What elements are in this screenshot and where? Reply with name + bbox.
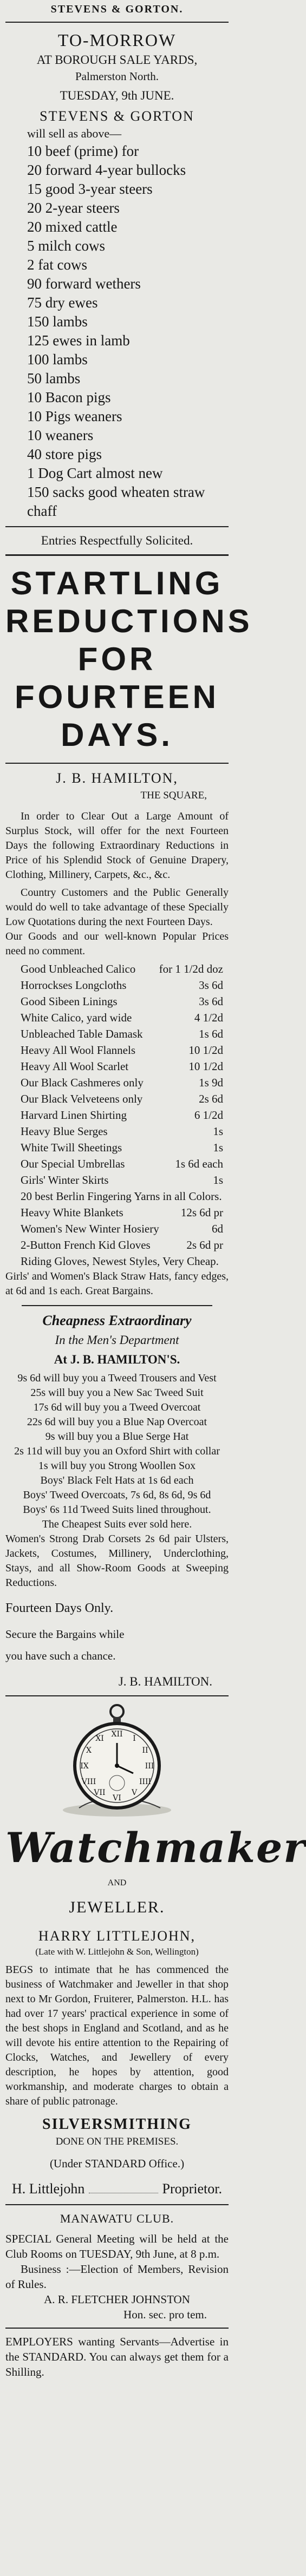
price-value: 10 1/2d: [188, 1060, 223, 1073]
price-item: Our Black Cashmeres only: [21, 1076, 144, 1089]
price-row: [21, 977, 223, 993]
price-value: 1s 9d: [199, 1076, 223, 1089]
to-morrow-headline: TO-MORROW: [57, 30, 177, 50]
svg-text:VII: VII: [94, 1788, 106, 1797]
svg-text:IIII: IIII: [139, 1778, 152, 1786]
price-item: 20 best Berlin Fingering Yarns in all Colors.: [21, 1190, 222, 1203]
svg-text:IX: IX: [80, 1762, 89, 1771]
mens-item: Boys' 6s 11d Tweed Suits lined throughout.: [23, 1504, 211, 1516]
heading-word: FOURTEEN: [15, 679, 219, 715]
hamilton-country-note: Country Customers and the Public Generally would do well to take advantage of these Specially Low Quotations during the next Fourteen Days.: [5, 887, 229, 928]
price-value: 1s: [213, 1174, 223, 1187]
price-row: [21, 1058, 223, 1074]
manawatu-business: Business :—Election of Members, Revision of Rules.: [5, 2263, 229, 2291]
price-value: 12s 6d pr: [180, 1206, 223, 1219]
price-value: 2s 6d: [199, 1092, 223, 1105]
mens-item: 22s 6d will buy you a Blue Nap Overcoat: [27, 1416, 207, 1428]
secure-bargains: Secure the Bargains while: [5, 1628, 125, 1641]
price-item: Women's New Winter Hosiery: [21, 1222, 159, 1235]
price-row: [21, 1156, 223, 1172]
at-hamiltons: At J. B. HAMILTON'S.: [54, 1353, 180, 1366]
mens-department: In the Men's Department: [55, 1333, 179, 1347]
svg-text:VI: VI: [113, 1794, 121, 1802]
stock-item: 15 good 3-year steers: [27, 181, 153, 197]
mens-list: [5, 1371, 229, 1517]
price-row: [21, 1026, 223, 1042]
price-row: [21, 1091, 223, 1107]
price-row: [21, 1172, 223, 1188]
stock-item: 10 beef (prime) for: [27, 143, 139, 159]
price-item: Harvard Linen Shirting: [21, 1109, 127, 1122]
watchmaker-title: Watchmaker: [5, 1824, 306, 1872]
svg-text:V: V: [131, 1788, 138, 1797]
svg-text:X: X: [86, 1746, 92, 1755]
firm-name: STEVENS & GORTON: [40, 108, 194, 124]
stevens-gorton-ad: [0, 2, 234, 556]
price-row: [21, 993, 223, 1010]
heading-word: FOR: [77, 641, 157, 677]
stock-item: 20 forward 4-year bullocks: [27, 162, 186, 178]
svg-text:I: I: [133, 1734, 136, 1743]
price-row: [21, 1107, 223, 1123]
price-list: [5, 961, 229, 1269]
mens-item: 25s will buy you a New Sac Tweed Suit: [30, 1387, 204, 1399]
hamilton-signature: J. B. HAMILTON.: [118, 1675, 212, 1688]
manawatu-club-ad: [0, 2211, 234, 2329]
price-row: [21, 1139, 223, 1156]
price-value: for 1 1/2d doz: [159, 962, 223, 975]
stock-list: [5, 142, 229, 521]
stock-item: 75 dry ewes: [27, 294, 98, 311]
price-value: 10 1/2d: [188, 1044, 223, 1057]
price-item: Unbleached Table Damask: [21, 1027, 143, 1040]
price-item: White Calico, yard wide: [21, 1011, 132, 1024]
hamilton-address: THE SQUARE,: [140, 790, 207, 801]
svg-text:XI: XI: [95, 1734, 104, 1743]
price-row: [21, 1253, 223, 1269]
price-row: [21, 1221, 223, 1237]
stock-item: 150 lambs: [27, 313, 88, 330]
price-item: Heavy All Wool Flannels: [21, 1044, 135, 1057]
such-a-chance: you have such a chance.: [5, 1649, 116, 1662]
mens-item: 9s will buy you a Blue Serge Hat: [45, 1431, 189, 1443]
stock-item: 10 weaners: [27, 427, 94, 443]
price-value: 1s 6d each: [175, 1157, 223, 1170]
proprietor-name: H. Littlejohn: [12, 2181, 85, 2197]
manawatu-body: SPECIAL General Meeting will be held at the Club Rooms on TUESDAY, 9th June, at 8 p.m.: [5, 2232, 229, 2260]
stock-item: 1 Dog Cart almost new: [27, 465, 163, 481]
price-item: Riding Gloves, Newest Styles, Very Cheap.: [21, 1255, 219, 1268]
price-row: [21, 1042, 223, 1058]
done-on-premises: DONE ON THE PREMISES.: [55, 2136, 179, 2147]
hamilton-intro: In order to Clear Out a Large Amount of Surplus Stock, will offer for the next Fourteen Days the following Extraordinary Reductions in Price of his Splendid Stock of Genuine Drapery, Clothing, Millinery, Carpets, &c., &c.: [5, 810, 229, 881]
manawatu-club-title: MANAWATU CLUB.: [60, 2212, 174, 2225]
divider: [5, 2328, 229, 2329]
manawatu-role: Hon. sec. pro tem.: [123, 2308, 207, 2321]
sale-date: TUESDAY, 9th JUNE.: [60, 89, 174, 102]
sale-location: AT BOROUGH SALE YARDS,: [36, 53, 198, 67]
hamilton-name: J. B. HAMILTON,: [56, 770, 178, 786]
price-item: Heavy All Wool Scarlet: [21, 1060, 129, 1073]
and-label: AND: [107, 1878, 127, 1887]
sale-town: Palmerston North.: [75, 70, 159, 83]
mens-item: 2s 11d will buy you an Oxford Shirt with collar: [14, 1445, 220, 1457]
price-value: 6 1/2d: [194, 1109, 223, 1122]
price-item: Good Sibeen Linings: [21, 995, 118, 1008]
price-item: 2-Button French Kid Gloves: [21, 1238, 151, 1251]
price-item: Heavy White Blankets: [21, 1206, 123, 1219]
price-row: [21, 1123, 223, 1139]
stock-item: 100 lambs: [27, 351, 88, 368]
price-row: [21, 1074, 223, 1091]
price-row: [21, 1188, 223, 1204]
stock-item: 10 Pigs weaners: [27, 408, 122, 424]
price-row: [21, 1204, 223, 1221]
divider: [5, 763, 229, 764]
divider: [5, 22, 229, 23]
stock-item: 90 forward wethers: [27, 276, 141, 292]
cheapness-heading: Cheapness Extraordinary: [42, 1313, 192, 1328]
stock-item: 5 milch cows: [27, 238, 105, 254]
littlejohn-name: HARRY LITTLEJOHN,: [38, 1928, 196, 1944]
price-value: 3s 6d: [199, 979, 223, 992]
price-item: Our Special Umbrellas: [21, 1157, 125, 1170]
price-value: 1s: [213, 1125, 223, 1138]
stock-item: 10 Bacon pigs: [27, 389, 111, 405]
mens-item: 1s will buy you Strong Woollen Sox: [38, 1460, 196, 1472]
heading-word: DAYS.: [61, 717, 173, 753]
svg-text:III: III: [145, 1762, 154, 1771]
mens-item: 17s 6d will buy you a Tweed Overcoat: [33, 1401, 201, 1413]
under-standard-office: (Under STANDARD Office.): [49, 2157, 185, 2170]
stock-item: 125 ewes in lamb: [27, 332, 130, 349]
price-value: 1s 6d: [199, 1027, 223, 1040]
heading-word: REDUCTIONS: [5, 603, 253, 639]
entries-solicited: Entries Respectfully Solicited.: [41, 534, 193, 547]
pocket-watch-icon: [5, 1702, 229, 1821]
straw-hats-note: Girls' and Women's Black Straw Hats, fancy edges, at 6d and 1s each. Great Bargains.: [5, 1270, 229, 1297]
littlejohn-ad: [0, 1702, 306, 2205]
divider: [5, 2204, 229, 2205]
manawatu-signer: A. R. FLETCHER JOHNSTON: [44, 2293, 190, 2306]
price-value: 6d: [212, 1222, 223, 1235]
stock-item: 40 store pigs: [27, 446, 102, 462]
stock-item: 150 sacks good wheaten straw chaff: [27, 484, 205, 519]
littlejohn-body: BEGS to intimate that he has commenced the business of Watchmaker and Jeweller in that shop next to Mr Gordon, Fruiterer, Palmerston. H.L. has had over 17 years' practical experience in some of the best shops in England and Scotland, and as he will devote his entire attention to the Repairing of Clocks, Watches, and Jewellery of every description, he hopes by attention, good workmanship, and moderate charges to obtain a share of public patronage.: [5, 1964, 229, 2107]
employers-body: EMPLOYERS wanting Servants—Advertise in the STANDARD. You can always get them for a Shilling.: [5, 2335, 229, 2378]
price-value: 1s: [213, 1141, 223, 1154]
stock-item: 20 mixed cattle: [27, 219, 118, 235]
price-item: Girls' Winter Skirts: [21, 1174, 109, 1187]
divider: [22, 1305, 212, 1306]
price-value: 2s 6d pr: [186, 1238, 223, 1251]
price-item: Good Unbleached Calico: [21, 962, 136, 975]
employers-ad: [0, 2334, 234, 2380]
late-with-note: (Late with W. Littlejohn & Son, Wellington): [35, 1946, 199, 1957]
stevens-gorton-masthead: STEVENS & GORTON.: [50, 3, 184, 15]
cheapest-suits: The Cheapest Suits ever sold here.: [42, 1518, 192, 1530]
mens-item: Boys' Black Felt Hats at 1s 6d each: [40, 1474, 194, 1486]
price-row: [21, 961, 223, 977]
fourteen-days-only: Fourteen Days Only.: [5, 1601, 114, 1615]
silversmithing: SILVERSMITHING: [42, 2116, 192, 2133]
divider: [5, 554, 229, 556]
price-item: Heavy Blue Serges: [21, 1125, 108, 1138]
stock-item: 20 2-year steers: [27, 200, 120, 216]
mens-item: 9s 6d will buy you a Tweed Trousers and Vest: [17, 1372, 217, 1384]
svg-text:II: II: [142, 1746, 148, 1755]
price-item: White Twill Sheetings: [21, 1141, 122, 1154]
stock-item: 2 fat cows: [27, 257, 87, 273]
svg-text:VIII: VIII: [81, 1778, 96, 1786]
signature-line: [89, 2179, 158, 2193]
jeweller-title: JEWELLER.: [69, 1898, 165, 1916]
mens-item: Boys' Tweed Overcoats, 7s 6d, 8s 6d, 9s 6d: [23, 1489, 211, 1501]
stock-item: 50 lambs: [27, 370, 81, 386]
littlejohn-signature: [5, 2179, 229, 2199]
price-item: Our Black Velveteens only: [21, 1092, 143, 1105]
price-value: 4 1/2d: [194, 1011, 223, 1024]
price-row: [21, 1237, 223, 1253]
price-row: [21, 1010, 223, 1026]
womens-note: Women's Strong Drab Corsets 2s 6d pair Ulsters, Jackets, Costumes, Millinery, Underclothing, Stays, and all Show-Room Goods at Sweeping Reductions.: [5, 1533, 229, 1589]
divider: [5, 1695, 229, 1696]
svg-text:XII: XII: [111, 1730, 123, 1739]
hamilton-ad: [0, 561, 253, 1696]
price-value: 3s 6d: [199, 995, 223, 1008]
will-sell: will sell as above—: [27, 127, 122, 140]
heading-word: STARTLING: [10, 565, 224, 601]
startling-reductions-heading: [5, 561, 253, 757]
hamilton-goods-note: Our Goods and our well-known Popular Prices need no comment.: [5, 930, 229, 957]
price-item: Horrockses Longcloths: [21, 979, 127, 992]
divider: [5, 526, 229, 527]
proprietor-label: Proprietor.: [162, 2181, 222, 2197]
